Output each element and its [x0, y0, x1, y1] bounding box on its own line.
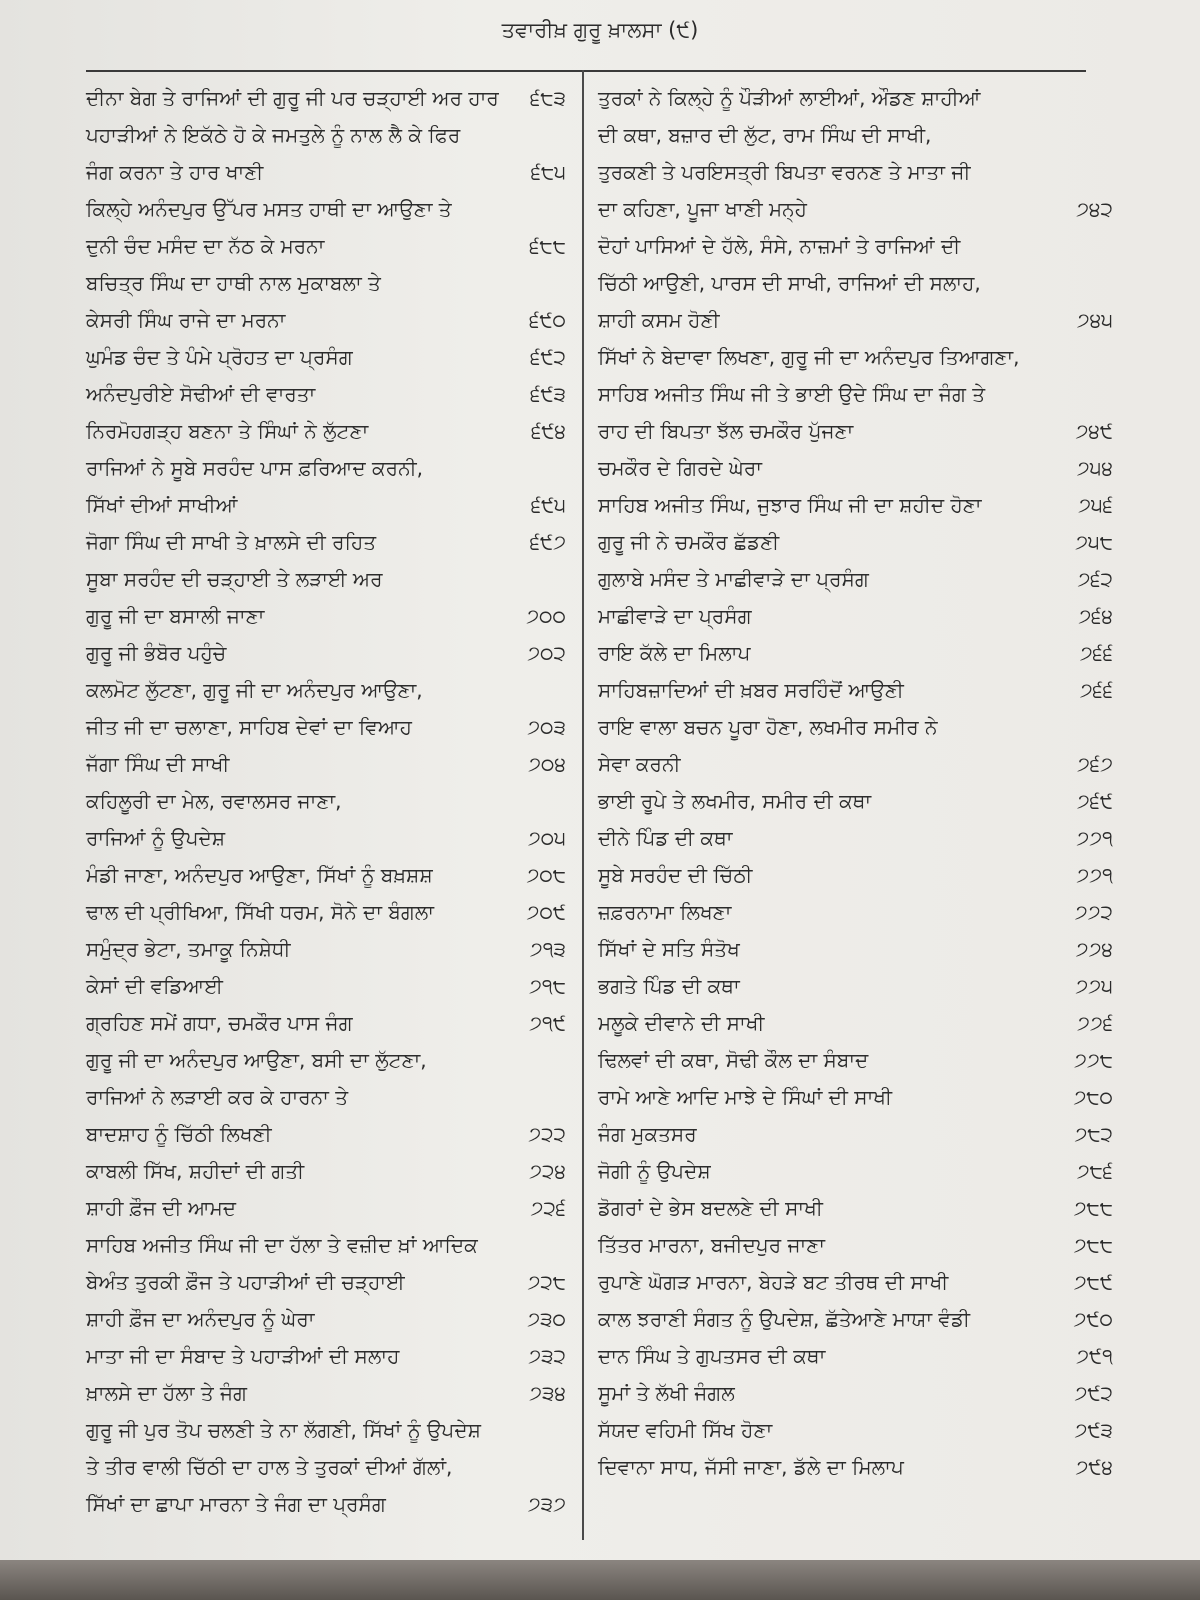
toc-entry-page: ੭੦੨	[527, 641, 566, 665]
toc-entry-title: ਕਲਮੋਟ ਲੁੱਟਣਾ, ਗੁਰੂ ਜੀ ਦਾ ਅਨੰਦਪੁਰ ਆਉਣਾ,	[86, 678, 423, 702]
toc-entry-title: ਸੂਬੇ ਸਰਹੰਦ ਦੀ ਚਿੱਠੀ	[598, 863, 753, 887]
toc-entry	[598, 598, 1113, 635]
toc-entry-title: ਕਿਲ੍ਹੇ ਅਨੰਦਪੁਰ ਉੱਪਰ ਮਸਤ ਹਾਥੀ ਦਾ ਆਉਣਾ ਤੇ	[86, 197, 452, 221]
toc-entry-title: ਸੱਯਦ ਵਹਿਮੀ ਸਿੱਖ ਹੋਣਾ	[598, 1418, 773, 1442]
toc-entry	[598, 783, 1113, 820]
toc-entry-title: ਖ਼ਾਲਸੇ ਦਾ ਹੱਲਾ ਤੇ ਜੰਗ	[86, 1381, 247, 1405]
toc-entry	[598, 1264, 1113, 1301]
toc-entry	[86, 1486, 566, 1523]
toc-entry-page: ੭੨੬	[530, 1196, 566, 1220]
toc-entry-page: ੭੩੭	[527, 1492, 566, 1516]
toc-entry	[598, 524, 1113, 561]
toc-entry	[86, 1116, 566, 1153]
toc-entry-page: ੭੪੨	[1076, 197, 1113, 221]
toc-entry-page: ੭੦੦	[526, 604, 566, 628]
toc-entry	[86, 561, 566, 598]
toc-entry	[86, 339, 566, 376]
toc-entry-page: ੭੯੦	[1073, 1307, 1113, 1331]
toc-entry	[598, 1116, 1113, 1153]
toc-entry-page: ੬੯੩	[530, 382, 566, 406]
toc-entry-page: ੭੫੮	[1075, 530, 1113, 554]
toc-entry-title: ਰਾਮੇ ਆਣੇ ਆਦਿ ਮਾਝੇ ਦੇ ਸਿੰਘਾਂ ਦੀ ਸਾਖੀ	[598, 1085, 893, 1109]
toc-entry-title: ਸੇਵਾ ਕਰਨੀ	[598, 752, 681, 776]
toc-entry-page: ੭੨੪	[529, 1159, 566, 1183]
toc-entry-title: ਮਲੂਕੇ ਦੀਵਾਨੇ ਦੀ ਸਾਖੀ	[598, 1011, 765, 1035]
toc-entry	[598, 228, 1113, 265]
toc-right-column	[598, 80, 1113, 1486]
toc-entry-title: ਸ਼ਾਹੀ ਫ਼ੌਜ ਦਾ ਅਨੰਦਪੁਰ ਨੂੰ ਘੇਰਾ	[86, 1307, 315, 1331]
toc-entry	[86, 228, 566, 265]
toc-entry-title: ਸਿੱਖਾਂ ਦੇ ਸਤਿ ਸੰਤੋਖ	[598, 937, 740, 961]
toc-entry-title: ਢਾਲ ਦੀ ਪ੍ਰੀਖਿਆ, ਸਿੱਖੀ ਧਰਮ, ਸੋਨੇ ਦਾ ਬੰਗਲਾ	[86, 900, 435, 924]
toc-entry	[86, 598, 566, 635]
toc-entry	[86, 1042, 566, 1079]
toc-entry-page: ੭੯੪	[1075, 1455, 1113, 1479]
toc-entry-page: ੭੮੦	[1073, 1085, 1113, 1109]
toc-entry-title: ਗੁਲਾਬੇ ਮਸੰਦ ਤੇ ਮਾਛੀਵਾੜੇ ਦਾ ਪ੍ਰਸੰਗ	[598, 567, 869, 591]
toc-entry-title: ਗ੍ਰਹਿਣ ਸਮੇਂ ਗਧਾ, ਚਮਕੌਰ ਪਾਸ ਜੰਗ	[86, 1011, 353, 1035]
toc-entry-title: ਦੀਨੇ ਪਿੰਡ ਦੀ ਕਥਾ	[598, 826, 733, 850]
toc-entry-title: ਰਾਜਿਆਂ ਨੂੰ ਉਪਦੇਸ਼	[86, 826, 226, 850]
toc-entry	[598, 968, 1113, 1005]
toc-entry	[598, 191, 1113, 228]
toc-entry-title: ਤੁਰਕਣੀ ਤੇ ਪਰਇਸਤ੍ਰੀ ਬਿਪਤਾ ਵਰਨਣ ਤੇ ਮਾਤਾ ਜੀ	[598, 160, 971, 184]
toc-entry	[86, 524, 566, 561]
toc-entry-title: ਗੁਰੂ ਜੀ ਨੇ ਚਮਕੌਰ ਛੱਡਣੀ	[598, 530, 780, 554]
toc-entry	[86, 1412, 566, 1449]
toc-entry	[86, 1079, 566, 1116]
toc-entry-page: ੬੯੨	[530, 345, 566, 369]
toc-entry-title: ਰਾਜਿਆਂ ਨੇ ਸੂਬੇ ਸਰਹੰਦ ਪਾਸ ਫ਼ਰਿਆਦ ਕਰਨੀ,	[86, 456, 423, 480]
toc-entry	[598, 894, 1113, 931]
toc-entry-title: ਸ਼ਾਹੀ ਕਸਮ ਹੋਣੀ	[598, 308, 720, 332]
toc-entry	[86, 1190, 566, 1227]
toc-entry	[598, 1005, 1113, 1042]
toc-entry-title: ਦੁਨੀ ਚੰਦ ਮਸੰਦ ਦਾ ਨੱਠ ਕੇ ਮਰਨਾ	[86, 234, 325, 258]
toc-entry	[86, 968, 566, 1005]
toc-entry-title: ਜੰਗ ਮੁਕਤਸਰ	[598, 1122, 697, 1146]
toc-entry-page: ੭੭੧	[1076, 863, 1113, 887]
toc-entry	[86, 1301, 566, 1338]
toc-entry-title: ਰਾਹ ਦੀ ਬਿਪਤਾ ਝੱਲ ਚਮਕੌਰ ਪੁੱਜਣਾ	[598, 419, 854, 443]
toc-entry-title: ਦਾਨ ਸਿੰਘ ਤੇ ਗੁਪਤਸਰ ਦੀ ਕਥਾ	[598, 1344, 826, 1368]
toc-entry	[86, 487, 566, 524]
toc-entry	[86, 117, 566, 154]
toc-entry	[598, 561, 1113, 598]
toc-entry-page: ੭੬੬	[1079, 678, 1113, 702]
toc-entry	[598, 1338, 1113, 1375]
toc-entry-title: ਭਾਈ ਰੂਪੇ ਤੇ ਲਖਮੀਰ, ਸਮੀਰ ਦੀ ਕਥਾ	[598, 789, 872, 813]
toc-entry	[598, 80, 1113, 117]
toc-entry-page: ੭੭੨	[1074, 900, 1113, 924]
toc-entry	[598, 117, 1113, 154]
toc-entry	[598, 1227, 1113, 1264]
toc-entry-page: ੭੮੬	[1076, 1159, 1113, 1183]
toc-entry	[86, 746, 566, 783]
toc-entry	[598, 857, 1113, 894]
toc-entry-title: ਦਾ ਕਹਿਣਾ, ਪੂਜਾ ਖਾਣੀ ਮਨ੍ਹੇ	[598, 197, 807, 221]
toc-entry-title: ਤੁਰਕਾਂ ਨੇ ਕਿਲ੍ਹੇ ਨੂੰ ਪੌੜੀਆਂ ਲਾਈਆਂ, ਔਡਣ ਸ਼ਾਹੀਆਂ	[598, 86, 981, 110]
toc-entry	[598, 1079, 1113, 1116]
toc-entry-page: ੭੯੧	[1076, 1344, 1113, 1368]
toc-entry-title: ਘੁਮੰਡ ਚੰਦ ਤੇ ਪੰਮੇ ਪ੍ਰੋਹਤ ਦਾ ਪ੍ਰਸੰਗ	[86, 345, 353, 369]
header-rule	[86, 70, 1086, 72]
toc-entry	[86, 709, 566, 746]
toc-entry-title: ਸਾਹਿਬ ਅਜੀਤ ਸਿੰਘ ਜੀ ਦਾ ਹੱਲਾ ਤੇ ਵਜ਼ੀਦ ਖ਼ਾਂ ਆਦਿਕ	[86, 1233, 478, 1257]
toc-entry-title: ਮਾਛੀਵਾੜੇ ਦਾ ਪ੍ਰਸੰਗ	[598, 604, 752, 628]
toc-entry	[598, 1190, 1113, 1227]
toc-left-column	[86, 80, 566, 1523]
toc-entry-title: ਗੁਰੂ ਜੀ ਦਾ ਬਸਾਲੀ ਜਾਣਾ	[86, 604, 265, 628]
toc-entry	[598, 931, 1113, 968]
toc-entry-page: ੭੦੩	[527, 715, 566, 739]
toc-entry	[86, 857, 566, 894]
toc-entry-page: ੭੪੫	[1076, 308, 1113, 332]
toc-entry-title: ਜੀਤ ਜੀ ਦਾ ਚਲਾਣਾ, ਸਾਹਿਬ ਦੇਵਾਂ ਦਾ ਵਿਆਹ	[86, 715, 412, 739]
toc-entry-page: ੭੩੦	[527, 1307, 566, 1331]
toc-entry-title: ਸਮੁੰਦ੍ਰ ਭੇਟਾ, ਤਮਾਕੂ ਨਿਸ਼ੇਧੀ	[86, 937, 291, 961]
toc-entry-title: ਮਾਤਾ ਜੀ ਦਾ ਸੰਬਾਦ ਤੇ ਪਹਾੜੀਆਂ ਦੀ ਸਲਾਹ	[86, 1344, 400, 1368]
toc-entry-title: ਨਿਰਮੋਹਗੜ੍ਹ ਬਣਨਾ ਤੇ ਸਿੰਘਾਂ ਨੇ ਲੁੱਟਣਾ	[86, 419, 369, 443]
toc-entry-page: ੭੭੪	[1075, 937, 1113, 961]
toc-entry-title: ਢਿਲਵਾਂ ਦੀ ਕਥਾ, ਸੋਢੀ ਕੌਲ ਦਾ ਸੰਬਾਦ	[598, 1048, 869, 1072]
toc-entry-title: ਅਨੰਦਪੁਰੀਏ ਸੋਢੀਆਂ ਦੀ ਵਾਰਤਾ	[86, 382, 316, 406]
toc-entry	[598, 302, 1113, 339]
toc-entry-title: ਬਚਿਤ੍ਰ ਸਿੰਘ ਦਾ ਹਾਥੀ ਨਾਲ ਮੁਕਾਬਲਾ ਤੇ	[86, 271, 381, 295]
toc-entry-title: ਗੁਰੂ ਜੀ ਪੁਰ ਤੋਪ ਚਲਣੀ ਤੇ ਨਾ ਲੱਗਣੀ, ਸਿੱਖਾਂ ਨੂੰ ਉਪਦੇਸ਼	[86, 1418, 481, 1442]
toc-entry	[598, 1375, 1113, 1412]
toc-entry-page: ੭੦੪	[528, 752, 566, 776]
toc-entry-page: ੭੧੩	[529, 937, 566, 961]
toc-entry	[86, 931, 566, 968]
toc-entry	[598, 413, 1113, 450]
toc-entry-title: ਬੇਅੰਤ ਤੁਰਕੀ ਫ਼ੌਜ ਤੇ ਪਹਾੜੀਆਂ ਦੀ ਚੜ੍ਹਾਈ	[86, 1270, 405, 1294]
toc-entry	[86, 376, 566, 413]
toc-entry-page: ੭੮੮	[1073, 1233, 1113, 1257]
toc-entry-title: ਦੀਨਾ ਬੇਗ ਤੇ ਰਾਜਿਆਂ ਦੀ ਗੁਰੂ ਜੀ ਪਰ ਚੜ੍ਹਾਈ ਅਰ ਹਾਰ	[86, 86, 499, 110]
toc-entry	[86, 413, 566, 450]
toc-entry	[86, 1005, 566, 1042]
toc-entry-title: ਤਿੱਤਰ ਮਾਰਨਾ, ਬਜੀਦਪੁਰ ਜਾਣਾ	[598, 1233, 825, 1257]
toc-entry	[86, 450, 566, 487]
column-divider	[582, 70, 584, 1540]
toc-entry-page: ੭੫੪	[1076, 456, 1113, 480]
toc-entry-page: ੭੩੪	[529, 1381, 566, 1405]
toc-entry-title: ਸਿੱਖਾਂ ਦੀਆਂ ਸਾਖੀਆਂ	[86, 493, 238, 517]
toc-entry	[598, 746, 1113, 783]
toc-entry	[86, 783, 566, 820]
toc-entry-title: ਜੱਗਾ ਸਿੰਘ ਦੀ ਸਾਖੀ	[86, 752, 230, 776]
toc-entry-page: ੭੦੫	[527, 826, 566, 850]
toc-entry-page: ੭੪੯	[1075, 419, 1113, 443]
toc-entry	[598, 265, 1113, 302]
toc-entry-page: ੭੭੮	[1073, 1048, 1113, 1072]
toc-entry	[598, 1301, 1113, 1338]
toc-entry	[86, 1264, 566, 1301]
toc-entry	[598, 376, 1113, 413]
toc-entry-page: ੭੭੧	[1076, 826, 1113, 850]
toc-entry-page: ੭੦੯	[526, 900, 566, 924]
toc-entry-title: ਭਗਤੇ ਪਿੰਡ ਦੀ ਕਥਾ	[598, 974, 740, 998]
toc-entry-page: ੬੮੫	[530, 160, 566, 184]
toc-entry	[598, 339, 1113, 376]
running-header: ਤਵਾਰੀਖ਼ ਗੁਰੂ ਖ਼ਾਲਸਾ (੯)	[501, 18, 699, 42]
toc-entry	[86, 80, 566, 117]
toc-entry-page: ੭੬੪	[1078, 604, 1113, 628]
toc-entry-page: ੭੭੫	[1075, 974, 1113, 998]
toc-entry-title: ਡੋਗਰਾਂ ਦੇ ਭੇਸ ਬਦਲਣੇ ਦੀ ਸਾਖੀ	[598, 1196, 823, 1220]
toc-entry-title: ਚਿੱਠੀ ਆਉਣੀ, ਪਾਰਸ ਦੀ ਸਾਖੀ, ਰਾਜਿਆਂ ਦੀ ਸਲਾਹ,	[598, 271, 981, 295]
toc-entry	[598, 487, 1113, 524]
toc-entry-title: ਬਾਦਸ਼ਾਹ ਨੂੰ ਚਿੱਠੀ ਲਿਖਣੀ	[86, 1122, 272, 1146]
toc-entry-title: ਰਾਜਿਆਂ ਨੇ ਲੜਾਈ ਕਰ ਕੇ ਹਾਰਨਾ ਤੇ	[86, 1085, 349, 1109]
toc-entry	[598, 1412, 1113, 1449]
toc-entry-title: ਜ਼ਫ਼ਰਨਾਮਾ ਲਿਖਣਾ	[598, 900, 732, 924]
toc-entry-page: ੭੬੯	[1076, 789, 1113, 813]
toc-entry-title: ਤੇ ਤੀਰ ਵਾਲੀ ਚਿੱਠੀ ਦਾ ਹਾਲ ਤੇ ਤੁਰਕਾਂ ਦੀਆਂ ਗੱਲਾਂ,	[86, 1455, 453, 1479]
toc-entry-title: ਸਿੱਖਾਂ ਦਾ ਛਾਪਾ ਮਾਰਨਾ ਤੇ ਜੰਗ ਦਾ ਪ੍ਰਸੰਗ	[86, 1492, 386, 1516]
toc-entry	[86, 1153, 566, 1190]
toc-entry	[86, 154, 566, 191]
toc-entry-title: ਸਿੱਖਾਂ ਨੇ ਬੇਦਾਵਾ ਲਿਖਣਾ, ਗੁਰੂ ਜੀ ਦਾ ਅਨੰਦਪੁਰ ਤਿਆਗਣਾ,	[598, 345, 1020, 369]
toc-entry	[598, 709, 1113, 746]
toc-entry-title: ਜੋਗਾ ਸਿੰਘ ਦੀ ਸਾਖੀ ਤੇ ਖ਼ਾਲਸੇ ਦੀ ਰਹਿਤ	[86, 530, 377, 554]
toc-entry-title: ਦੀ ਕਥਾ, ਬਜ਼ਾਰ ਦੀ ਲੁੱਟ, ਰਾਮ ਸਿੰਘ ਦੀ ਸਾਖੀ,	[598, 123, 932, 147]
toc-entry-title: ਗੁਰੂ ਜੀ ਭੰਬੋਰ ਪਹੁੰਚੇ	[86, 641, 227, 665]
toc-entry	[86, 1375, 566, 1412]
toc-entry-title: ਗੁਰੂ ਜੀ ਦਾ ਅਨੰਦਪੁਰ ਆਉਣਾ, ਬਸੀ ਦਾ ਲੁੱਟਣਾ,	[86, 1048, 427, 1072]
toc-entry-page: ੭੮੮	[1073, 1196, 1113, 1220]
toc-entry-title: ਸਾਹਿਬ ਅਜੀਤ ਸਿੰਘ ਜੀ ਤੇ ਭਾਈ ਉਦੇ ਸਿੰਘ ਦਾ ਜੰਗ ਤੇ	[598, 382, 986, 406]
toc-entry	[598, 154, 1113, 191]
toc-entry	[86, 1338, 566, 1375]
toc-entry	[598, 820, 1113, 857]
toc-entry	[86, 672, 566, 709]
toc-entry-page: ੬੯੫	[530, 493, 566, 517]
toc-entry-page: ੭੬੬	[1079, 641, 1113, 665]
toc-entry-title: ਸਾਹਿਬ ਅਜੀਤ ਸਿੰਘ, ਜੁਝਾਰ ਸਿੰਘ ਜੀ ਦਾ ਸ਼ਹੀਦ ਹੋਣਾ	[598, 493, 982, 517]
toc-entry	[86, 1227, 566, 1264]
toc-entry-title: ਮੰਡੀ ਜਾਣਾ, ਅਨੰਦਪੁਰ ਆਉਣਾ, ਸਿੱਖਾਂ ਨੂੰ ਬਖ਼ਸ਼ਸ਼	[86, 863, 433, 887]
toc-entry	[598, 1042, 1113, 1079]
toc-entry-page: ੬੮੩	[530, 86, 566, 110]
toc-entry	[86, 265, 566, 302]
toc-entry-page: ੬੯੭	[529, 530, 566, 554]
toc-entry-page: ੭੩੨	[528, 1344, 566, 1368]
toc-entry-title: ਸਾਹਿਬਜ਼ਾਦਿਆਂ ਦੀ ਖ਼ਬਰ ਸਰਹਿੰਦੋਂ ਆਉਣੀ	[598, 678, 904, 702]
toc-entry	[598, 672, 1113, 709]
toc-entry-page: ੭੦੮	[526, 863, 566, 887]
toc-entry	[598, 450, 1113, 487]
toc-entry-title: ਕਹਿਲੂਰੀ ਦਾ ਮੇਲ, ਰਵਾਲਸਰ ਜਾਣਾ,	[86, 789, 342, 813]
toc-entry	[86, 820, 566, 857]
toc-entry	[86, 191, 566, 228]
toc-entry-page: ੭੧੯	[529, 1011, 566, 1035]
toc-entry	[86, 302, 566, 339]
toc-entry-title: ਕੇਸਰੀ ਸਿੰਘ ਰਾਜੇ ਦਾ ਮਰਨਾ	[86, 308, 286, 332]
toc-entry-title: ਸੂਬਾ ਸਰਹੰਦ ਦੀ ਚੜ੍ਹਾਈ ਤੇ ਲੜਾਈ ਅਰ	[86, 567, 383, 591]
toc-entry-title: ਚਮਕੌਰ ਦੇ ਗਿਰਦੇ ਘੇਰਾ	[598, 456, 762, 480]
toc-entry-page: ੭੭੬	[1077, 1011, 1113, 1035]
toc-entry-title: ਜੋਗੀ ਨੂੰ ਉਪਦੇਸ਼	[598, 1159, 711, 1183]
toc-entry-title: ਸੂਮਾਂ ਤੇ ਲੱਖੀ ਜੰਗਲ	[598, 1381, 735, 1405]
toc-entry-title: ਰਾਇ ਵਾਲਾ ਬਚਨ ਪੂਰਾ ਹੋਣਾ, ਲਖਮੀਰ ਸਮੀਰ ਨੇ	[598, 715, 938, 739]
toc-entry-page: ੭੨੨	[528, 1122, 566, 1146]
toc-entry-title: ਜੰਗ ਕਰਨਾ ਤੇ ਹਾਰ ਖਾਣੀ	[86, 160, 264, 184]
toc-entry-page: ੭੮੨	[1074, 1122, 1113, 1146]
toc-entry-title: ਰੁਪਾਣੇ ਘੋਗੜ ਮਾਰਨਾ, ਬੇਹੜੇ ਬਟ ਤੀਰਥ ਦੀ ਸਾਖੀ	[598, 1270, 949, 1294]
toc-entry-page: ੬੯੪	[531, 419, 566, 443]
toc-entry-title: ਦਿਵਾਨਾ ਸਾਧ, ਜੱਸੀ ਜਾਣਾ, ਡੱਲੇ ਦਾ ਮਿਲਾਪ	[598, 1455, 904, 1479]
toc-entry	[598, 1449, 1113, 1486]
toc-entry	[598, 635, 1113, 672]
toc-entry-title: ਕੇਸਾਂ ਦੀ ਵਡਿਆਈ	[86, 974, 223, 998]
toc-entry-page: ੭੯੩	[1074, 1418, 1113, 1442]
toc-entry-title: ਕਾਲ ਝਰਾਣੀ ਸੰਗਤ ਨੂੰ ਉਪਦੇਸ਼, ਛੱਤੇਆਣੇ ਮਾਯਾ ਵੰਡੀ	[598, 1307, 970, 1331]
toc-entry-page: ੭੮੯	[1073, 1270, 1113, 1294]
toc-entry-page: ੬੯੦	[529, 308, 566, 332]
toc-entry-page: ੭੧੮	[529, 974, 566, 998]
toc-entry	[86, 1449, 566, 1486]
toc-entry-page: ੭੬੭	[1077, 752, 1113, 776]
toc-entry-title: ਦੋਹਾਂ ਪਾਸਿਆਂ ਦੇ ਹੱਲੇ, ਸੰਸੇ, ਨਾਜ਼ਮਾਂ ਤੇ ਰਾਜਿਆਂ ਦੀ	[598, 234, 961, 258]
table-surface	[0, 1560, 1200, 1600]
toc-entry-title: ਰਾਇ ਕੱਲੇ ਦਾ ਮਿਲਾਪ	[598, 641, 751, 665]
toc-entry-page: ੭੫੬	[1078, 493, 1113, 517]
toc-entry	[86, 894, 566, 931]
toc-entry-page: ੭੨੮	[527, 1270, 566, 1294]
toc-entry-title: ਪਹਾੜੀਆਂ ਨੇ ਇਕੱਠੇ ਹੋ ਕੇ ਜਮਤੁਲੇ ਨੂੰ ਨਾਲ ਲੈ ਕੇ ਫਿਰ	[86, 123, 461, 147]
toc-entry-title: ਕਾਬਲੀ ਸਿੱਖ, ਸ਼ਹੀਦਾਂ ਦੀ ਗਤੀ	[86, 1159, 305, 1183]
toc-entry-page: ੭੬੨	[1077, 567, 1113, 591]
toc-entry	[598, 1153, 1113, 1190]
toc-entry	[86, 635, 566, 672]
toc-entry-page: ੬੮੮	[529, 234, 566, 258]
toc-entry-page: ੭੯੨	[1074, 1381, 1113, 1405]
toc-entry-title: ਸ਼ਾਹੀ ਫ਼ੌਜ ਦੀ ਆਮਦ	[86, 1196, 237, 1220]
